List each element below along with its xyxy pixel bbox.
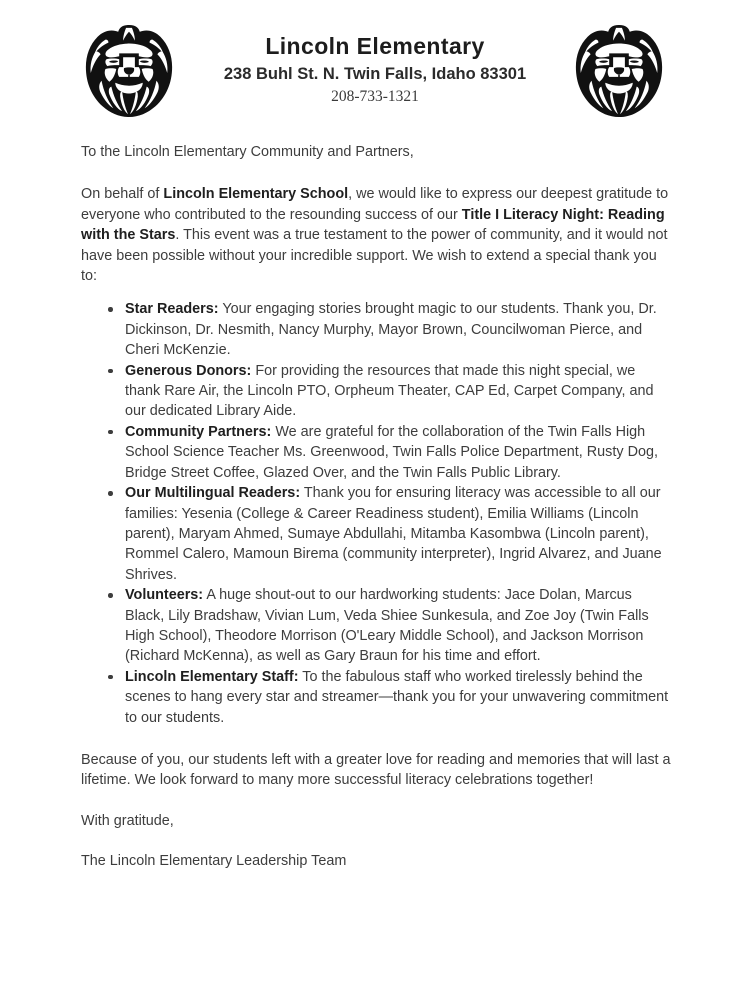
list-item-text: A huge shout-out to our hardworking students: Jace Dolan, Marcus Black, Lily Bradshaw, Vivian Lum, Veda Shiee Sunkesula, and Zoe Joy (Twin Falls High School), Theodore Morrison (O'Leary Middle School), and Jackson Morrison (Richard McKenna), as well as Gary Braun for his time and effort.: [125, 587, 649, 665]
lion-head-logo-right-icon: [570, 22, 668, 120]
bullet-icon: [108, 491, 113, 496]
list-item-label: Volunteers:: [125, 587, 204, 604]
intro-paragraph: [81, 184, 673, 286]
intro-part-2: , we would like to express our deepest gratitude to everyone who contributed to the resounding success of our: [81, 186, 669, 223]
list-item-text: Thank you for ensuring literacy was accessible to all our families: Yesenia (College & Career Readiness student), Emilia Williams (Lincoln parent), Maryam Ahmed, Sumaye Abdullahi, Mitamba Kasombwa (Lincoln parent), Rommel Calero, Mamoun Birema (community interpreter), Ingrid Alvarez, and Juane Shrives.: [125, 485, 662, 583]
list-item-text: For providing the resources that made this night special, we thank Rare Air, the Lincoln PTO, Orpheum Theater, CAP Ed, Carpet Company, and our dedicated Library Aide.: [125, 362, 654, 420]
school-name: Lincoln Elementary: [265, 33, 485, 59]
list-item: [81, 361, 673, 422]
spacer: [81, 831, 673, 851]
bullet-icon: [108, 430, 113, 435]
bullet-icon: [108, 369, 113, 374]
acknowledgement-list: [81, 299, 673, 728]
intro-part-3: . This event was a true testament to the power of community, and it would not have been possible without your incredible support. We wish to extend a special thank you to:: [81, 227, 668, 285]
list-item-label: Lincoln Elementary Staff:: [125, 668, 299, 685]
school-phone: 208-733-1321: [331, 88, 419, 106]
bullet-icon: [108, 593, 113, 598]
intro-bold-event: Title I Literacy Night: Reading with the Stars: [81, 206, 665, 244]
list-item: [81, 483, 673, 585]
list-item-label: Star Readers:: [125, 301, 219, 318]
bullet-icon: [108, 307, 113, 312]
spacer: [81, 162, 673, 184]
list-item: [81, 585, 673, 667]
list-item-label: Our Multilingual Readers:: [125, 485, 301, 502]
salutation: To the Lincoln Elementary Community and Partners,: [81, 144, 414, 160]
list-item: [81, 299, 673, 360]
letter-body: [81, 142, 673, 872]
list-item-text: Your engaging stories brought magic to our students. Thank you, Dr. Dickinson, Dr. Nesmith, Nancy Murphy, Mayor Brown, Councilwoman Pierce, and Cheri McKenzie.: [125, 301, 657, 359]
closing-paragraph: Because of you, our students left with a greater love for reading and memories that will last a lifetime. We look forward to many more successful literacy celebrations together!: [81, 751, 671, 789]
masthead: [190, 32, 560, 108]
spacer: [81, 791, 673, 811]
intro-part-1: On behalf of: [81, 186, 164, 203]
list-item: [81, 422, 673, 483]
signoff: With gratitude,: [81, 812, 174, 829]
school-address: 238 Buhl St. N. Twin Falls, Idaho 83301: [223, 64, 527, 83]
letterhead: [0, 0, 750, 132]
list-item: [81, 667, 673, 728]
intro-bold-school: Lincoln Elementary School: [163, 186, 349, 203]
list-item-label: Community Partners:: [125, 423, 272, 440]
list-item-label: Generous Donors:: [125, 362, 252, 379]
bullet-icon: [108, 675, 113, 680]
signature: The Lincoln Elementary Leadership Team: [81, 853, 347, 870]
spacer: [81, 728, 673, 750]
list-item-text: We are grateful for the collaboration of the Twin Falls High School Science Teacher Ms. Greenwood, Twin Falls Police Department, Rusty Dog, Bridge Street Coffee, Glazed Over, and the Twin Falls Public Library.: [125, 423, 658, 481]
list-item-text: To the fabulous staff who worked tirelessly behind the scenes to hang every star and streamer—thank you for your unwavering commitment to our students.: [125, 668, 669, 726]
lion-head-logo-left-icon: [80, 22, 178, 120]
